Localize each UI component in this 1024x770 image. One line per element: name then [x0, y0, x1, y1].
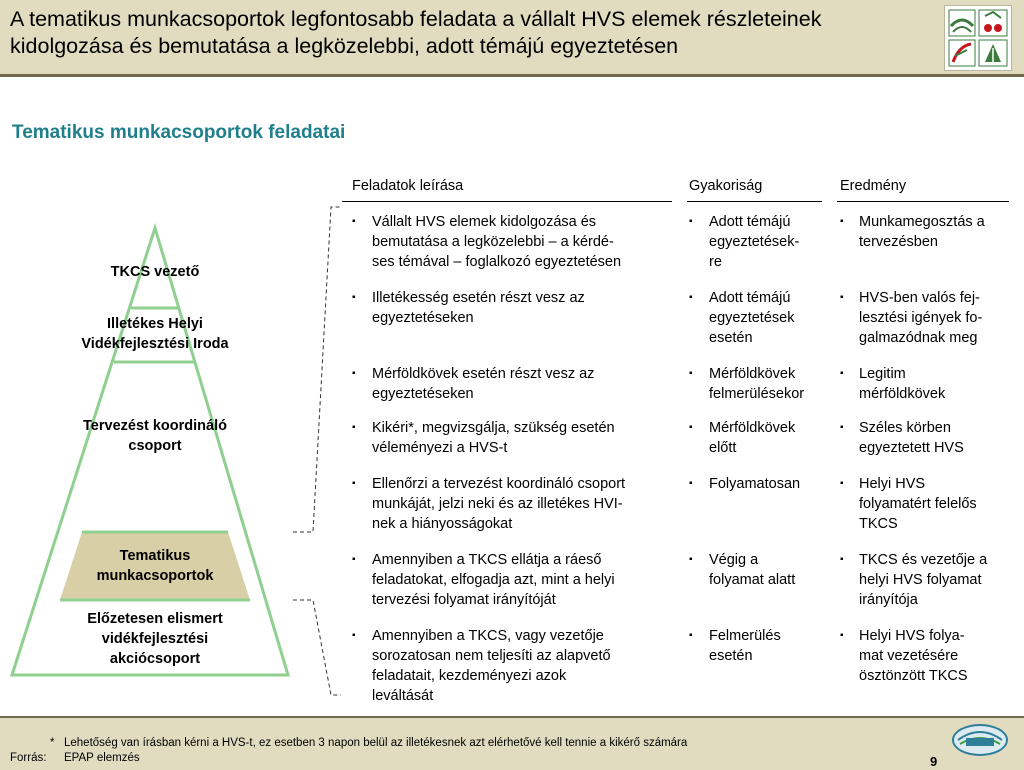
frequency-line: Mérföldkövek [709, 366, 796, 382]
column-header-result: Eredmény [840, 178, 907, 194]
bullet-icon: ▪ [689, 368, 693, 379]
task-line: Kikéri*, megvizsgálja, szükség esetén [372, 420, 615, 436]
task-line: feladatait, kezdeményezi azok [372, 668, 567, 684]
source-text: EPAP elemzés [64, 752, 140, 764]
pyramid-level-5 [45, 609, 265, 669]
task-line: leváltását [372, 688, 434, 704]
frequency-line: Felmerülés [709, 628, 781, 644]
pyramid-level-text: TKCS vezető [110, 264, 200, 280]
bullet-icon: ▪ [840, 554, 844, 565]
source-label: Forrás: [10, 752, 47, 764]
task-line: Mérföldkövek esetén részt vesz az [372, 366, 595, 382]
footnote-text: Lehetőség van írásban kérni a HVS-t, ez esetben 3 napon belül az illetékesnek azt elérhetővé kell tennie a kikérő számára [64, 737, 688, 749]
epap-logo-icon [952, 724, 1008, 756]
column-rule [687, 201, 822, 202]
pyramid-level-text: Vidékfejlesztési Iroda [81, 336, 229, 352]
frequency-line: felmerülésekor [709, 386, 805, 402]
dashed-connector [285, 195, 345, 710]
ministry-emblem-icon [944, 5, 1012, 71]
result-line: Helyi HVS [859, 476, 926, 492]
pyramid-level-3 [45, 416, 265, 456]
bullet-icon: ▪ [689, 422, 693, 433]
result-line: HVS-ben valós fej- [859, 290, 980, 306]
result-line: Munkamegosztás a [859, 214, 985, 230]
result-line: tervezésben [859, 234, 938, 250]
column-rule [342, 201, 672, 202]
pyramid-level-1 [45, 262, 265, 282]
bullet-icon: ▪ [840, 368, 844, 379]
task-line: véleményezi a HVS-t [372, 440, 508, 456]
bullet-icon: ▪ [352, 216, 356, 227]
result-line: folyamatért felelős [859, 496, 977, 512]
result-line: mat vezetésére [859, 648, 959, 664]
bullet-icon: ▪ [840, 422, 844, 433]
pyramid-level-4 [45, 546, 265, 586]
bullet-icon: ▪ [352, 292, 356, 303]
result-line: egyeztetett HVS [859, 440, 964, 456]
bullet-icon: ▪ [689, 292, 693, 303]
bullet-icon: ▪ [840, 216, 844, 227]
result-line: lesztési igények fo- [859, 310, 983, 326]
result-line: TKCS [859, 516, 898, 532]
frequency-line: Adott témájú [709, 214, 791, 230]
task-line: Ellenőrzi a tervezést koordináló csoport [372, 476, 626, 492]
result-line: Legitim [859, 366, 906, 382]
pyramid-level-text: Illetékes Helyi [107, 316, 203, 332]
result-line: mérföldkövek [859, 386, 946, 402]
bullet-icon: ▪ [689, 630, 693, 641]
frequency-line: Mérföldkövek [709, 420, 796, 436]
pyramid-level-text: Tervezést koordináló [83, 418, 227, 434]
frequency-line: egyeztetések- [709, 234, 800, 250]
result-line: Helyi HVS folya- [859, 628, 965, 644]
task-line: bemutatása a legközelebbi – a kérdé- [372, 234, 614, 250]
pyramid-level-text: csoport [128, 438, 182, 454]
frequency-line: Végig a [709, 552, 759, 568]
task-line: Illetékesség esetén részt vesz az [372, 290, 585, 306]
task-line: Amennyiben a TKCS, vagy vezetője [372, 628, 604, 644]
bullet-icon: ▪ [352, 554, 356, 565]
task-line: nek a hiányosságokat [372, 516, 513, 532]
task-line: egyeztetéseken [372, 310, 474, 326]
pyramid-level-text: vidékfejlesztési [101, 631, 209, 647]
frequency-line: egyeztetések [709, 310, 795, 326]
result-line: ösztönzött TKCS [859, 668, 968, 684]
bullet-icon: ▪ [352, 422, 356, 433]
footer-band [0, 716, 1024, 770]
column-header-frequency: Gyakoriság [689, 178, 763, 194]
result-line: TKCS és vezetője a [859, 552, 988, 568]
task-line: munkáját, jelzi neki és az illetékes HVI- [372, 496, 623, 512]
bullet-icon: ▪ [689, 554, 693, 565]
frequency-line: re [709, 254, 722, 270]
frequency-line: folyamat alatt [709, 572, 796, 588]
result-line: helyi HVS folyamat [859, 572, 982, 588]
frequency-line: esetén [709, 330, 753, 346]
bullet-icon: ▪ [840, 630, 844, 641]
task-line: Vállalt HVS elemek kidolgozása és [372, 214, 597, 230]
page-number: 9 [930, 754, 938, 769]
footnote-marker: * [50, 737, 55, 749]
pyramid-level-text: akciócsoport [109, 651, 201, 667]
frequency-line: előtt [709, 440, 737, 456]
result-line: galmazódnak meg [859, 330, 978, 346]
pyramid-level-text: Tematikus [119, 548, 191, 564]
header-band [0, 0, 1024, 77]
pyramid-level-2 [45, 314, 265, 354]
task-line: tervezési folyamat irányítóját [372, 592, 556, 608]
bullet-icon: ▪ [689, 478, 693, 489]
result-line: irányítója [859, 592, 918, 608]
task-line: sorozatosan nem teljesíti az alapvető [372, 648, 611, 664]
bullet-icon: ▪ [689, 216, 693, 227]
bullet-icon: ▪ [840, 478, 844, 489]
task-line: egyeztetéseken [372, 386, 474, 402]
result-line: Széles körben [859, 420, 951, 436]
task-line: feladatokat, elfogadja azt, mint a helyi [372, 572, 615, 588]
column-header-tasks: Feladatok leírása [352, 178, 464, 194]
slide-title: A tematikus munkacsoportok legfontosabb feladata a vállalt HVS elemek részleteinek kidolgozása és bemutatása a legközelebbi, adott témájú egyeztetésen [10, 7, 822, 58]
frequency-line: Folyamatosan [709, 476, 801, 492]
bullet-icon: ▪ [840, 292, 844, 303]
task-line: Amennyiben a TKCS ellátja a ráeső [372, 552, 602, 568]
bullet-icon: ▪ [352, 478, 356, 489]
section-subtitle: Tematikus munkacsoportok feladatai [12, 122, 346, 143]
pyramid-level-text: munkacsoportok [96, 568, 214, 584]
column-rule [837, 201, 1009, 202]
frequency-line: Adott témájú [709, 290, 791, 306]
pyramid-level-text: Előzetesen elismert [87, 611, 223, 627]
bullet-icon: ▪ [352, 368, 356, 379]
bullet-icon: ▪ [352, 630, 356, 641]
task-line: ses témával – foglalkozó egyeztetésen [372, 254, 622, 270]
frequency-line: esetén [709, 648, 753, 664]
